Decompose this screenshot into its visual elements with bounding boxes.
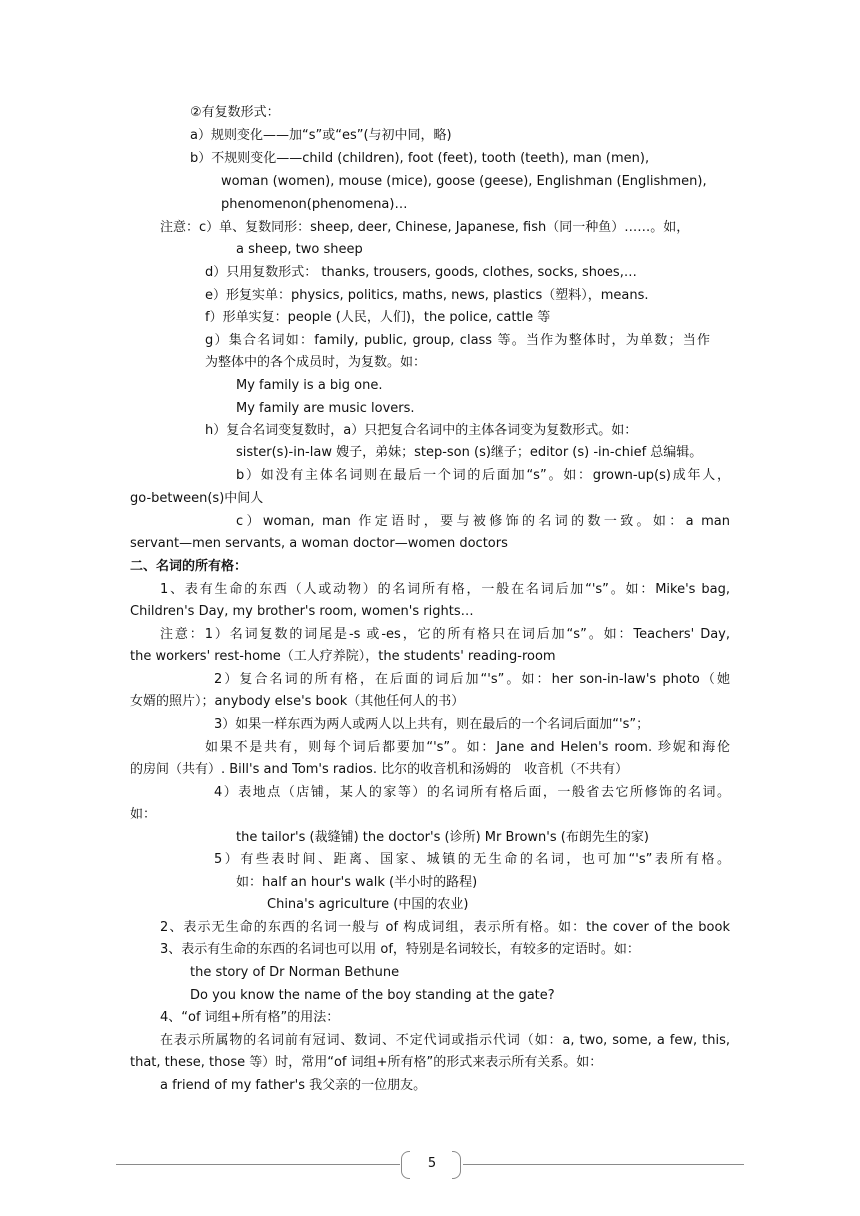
text-line: 如： — [130, 807, 157, 822]
text-line: woman (women), mouse (mice), goose (geese), Englishman (Englishmen), — [221, 174, 707, 189]
note-line: 注意：c）单、复数同形：sheep, deer, Chinese, Japanese, fish（同一种鱼）……。如， — [160, 220, 690, 235]
note-line: 注意：1）名词复数的词尾是-s 或-es，它的所有格只在词后加“s”。如：Teachers' Day, — [160, 627, 730, 642]
text-line: sister(s)-in-law 嫂子，弟妹；step-son (s)继子；editor (s) -in-chief 总编辑。 — [236, 445, 703, 460]
example-line: China's agriculture (中国的农业) — [267, 897, 469, 912]
example-line: the story of Dr Norman Bethune — [190, 965, 400, 980]
section-heading: 二、名词的所有格： — [130, 559, 248, 574]
text-line: 5）有些表时间、距离、国家、城镇的无生命的名词，也可加“'s”表所有格。 — [214, 852, 730, 867]
text-line: d）只用复数形式： thanks, trousers, goods, clothes, socks, shoes,… — [205, 265, 637, 280]
text-line: ②有复数形式： — [190, 105, 280, 120]
footer-rule-right — [463, 1164, 744, 1165]
text-line: 在表示所属物的名词前有冠词、数词、不定代词或指示代词（如：a, two, some, a few, this, — [160, 1033, 730, 1048]
text-line: a sheep, two sheep — [236, 242, 363, 257]
text-line: 4）表地点（店铺，某人的家等）的名词所有格后面，一般省去它所修饰的名词。 — [214, 785, 730, 800]
text-line: 如果不是共有，则每个词后都要加“'s”。如：Jane and Helen's room. 珍妮和海伦 — [205, 740, 730, 755]
text-line: f）形单实复：people (人民，人们)，the police, cattle 等 — [205, 310, 551, 325]
example-line: Do you know the name of the boy standing at the gate? — [190, 988, 555, 1003]
text-line: 的房间（共有）. Bill's and Tom's radios. 比尔的收音机和汤姆的 收音机（不共有） — [130, 762, 629, 777]
example-line: the tailor's (裁缝铺) the doctor's (诊所) Mr Brown's (布朗先生的家) — [236, 830, 649, 845]
text-line: 1、表有生命的东西（人或动物）的名词所有格，一般在名词后加“'s”。如：Mike's bag, — [160, 582, 730, 597]
text-line: 女婿的照片）；anybody else's book（其他任何人的书） — [130, 694, 465, 709]
text-line: b）如没有主体名词则在最后一个词的后面加“s”。如：grown-up(s)成年人， — [236, 468, 730, 483]
text-line: 3、表示有生命的东西的名词也可以用 of，特别是名词较长，有较多的定语时。如： — [160, 942, 640, 957]
page-number: 5 — [427, 1156, 437, 1171]
text-line: g）集合名词如：family, public, group, class 等。当作为整体时，为单数；当作 — [205, 333, 710, 348]
text-line: go-between(s)中间人 — [130, 491, 264, 506]
text-line: 2）复合名词的所有格，在后面的词后加“'s”。如：her son-in-law's photo（她 — [214, 672, 730, 687]
text-line: 2、表示无生命的东西的名词一般与 of 构成词组，表示所有格。如：the cover of the book — [160, 920, 730, 935]
example-line: My family is a big one. — [236, 378, 383, 393]
text-line: the workers' rest-home（工人疗养院），the students' reading-room — [130, 649, 556, 664]
text-line: b）不规则变化——child (children), foot (feet), tooth (teeth), man (men), — [190, 151, 650, 166]
text-line: h）复合名词变复数时，a）只把复合名词中的主体各词变为复数形式。如： — [205, 423, 638, 438]
text-line: e）形复实单：physics, politics, maths, news, plastics（塑料），means. — [205, 288, 649, 303]
example-line: a friend of my father's 我父亲的一位朋友。 — [160, 1078, 427, 1093]
text-line: 4、“of 词组+所有格”的用法： — [160, 1010, 340, 1025]
text-line: servant—men servants, a woman doctor—women doctors — [130, 536, 508, 551]
text-line: phenomenon(phenomena)… — [221, 197, 408, 212]
text-line: that, these, those 等）时，常用“of 词组+所有格”的形式来表示所有关系。如： — [130, 1055, 603, 1070]
text-line: 为整体中的各个成员时，为复数。如： — [205, 355, 427, 370]
example-line: My family are music lovers. — [236, 401, 415, 416]
text-line: a）规则变化——加“s”或“es”(与初中同，略) — [190, 128, 452, 143]
footer-rule-left — [116, 1164, 400, 1165]
text-line: c）woman, man 作定语时，要与被修饰的名词的数一致。如：a man — [236, 514, 730, 529]
left-brace-icon — [401, 1151, 410, 1179]
right-brace-icon — [452, 1151, 461, 1179]
example-line: 如：half an hour's walk (半小时的路程) — [236, 875, 478, 890]
text-line: 3）如果一样东西为两人或两人以上共有，则在最后的一个名词后面加“'s”； — [214, 717, 650, 732]
text-line: Children's Day, my brother's room, women's rights… — [130, 604, 474, 619]
